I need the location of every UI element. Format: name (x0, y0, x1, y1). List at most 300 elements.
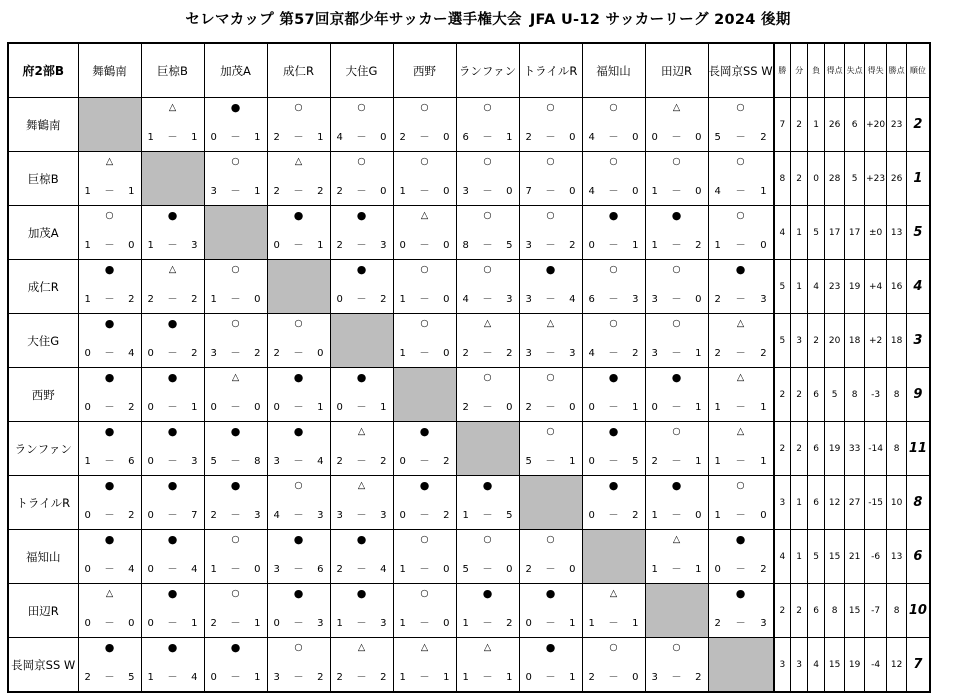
score-separator: － (293, 132, 304, 143)
draws-cell: 3 (791, 314, 808, 368)
score-separator: － (608, 186, 619, 197)
score-separator: － (167, 240, 178, 251)
match-score (457, 132, 519, 143)
match-score (268, 672, 330, 683)
score-separator: － (545, 132, 556, 143)
score-separator: － (293, 240, 304, 251)
result-mark: ○ (672, 318, 681, 329)
match-result-cell (393, 422, 456, 476)
score-separator: － (545, 618, 556, 629)
match-result-cell (330, 422, 393, 476)
goals-for: 2 (336, 240, 343, 251)
goal-difference-cell: -15 (865, 476, 887, 530)
goals-for: 2 (336, 672, 343, 683)
table-row (8, 98, 930, 152)
self-match-cell (204, 206, 267, 260)
match-score (394, 564, 456, 575)
match-score (520, 186, 582, 197)
goals-for: 1 (84, 294, 91, 305)
goals-against: 3 (380, 510, 387, 521)
goals-against: 5 (506, 510, 513, 521)
match-score (79, 564, 141, 575)
wins-cell: 3 (774, 476, 791, 530)
goals-against: 3 (760, 294, 767, 305)
goals-for: 1 (399, 186, 406, 197)
score-separator: － (482, 672, 493, 683)
points-cell: 13 (887, 206, 907, 260)
goal-difference-cell: +20 (865, 98, 887, 152)
score-separator: － (419, 186, 430, 197)
goals-for: 1 (651, 240, 658, 251)
goals-against: 2 (191, 294, 198, 305)
team-row-header: トライルR (8, 476, 78, 530)
result-mark: ○ (483, 534, 492, 545)
match-score (268, 132, 330, 143)
points-cell: 8 (887, 584, 907, 638)
losses-cell: 6 (808, 476, 825, 530)
draws-cell: 1 (791, 530, 808, 584)
goals-for: 0 (399, 240, 406, 251)
self-match-cell (330, 314, 393, 368)
result-mark: △ (357, 642, 366, 653)
goals-for: 2 (714, 348, 721, 359)
losses-cell: 2 (808, 314, 825, 368)
goals-against: 1 (760, 456, 767, 467)
team-column-header: 西野 (393, 43, 456, 98)
match-result-cell (141, 530, 204, 584)
match-score (646, 402, 708, 413)
goals-against: 3 (254, 510, 261, 521)
goals-for: 2 (273, 348, 280, 359)
goals-for: 0 (147, 348, 154, 359)
goals-for: 0 (147, 402, 154, 413)
match-result-cell (519, 368, 582, 422)
draws-cell: 2 (791, 368, 808, 422)
match-score (583, 456, 645, 467)
match-score (205, 348, 267, 359)
match-result-cell (330, 530, 393, 584)
goals-for: 4 (336, 132, 343, 143)
goals-for: 3 (273, 564, 280, 575)
goals-conceded-cell: 19 (845, 260, 865, 314)
match-result-cell (393, 260, 456, 314)
stat-column-header: 順位 (907, 43, 930, 98)
match-result-cell (204, 530, 267, 584)
goals-for: 5 (525, 456, 532, 467)
score-separator: － (608, 672, 619, 683)
match-result-cell (204, 152, 267, 206)
goals-for: 1 (651, 510, 658, 521)
score-separator: － (293, 402, 304, 413)
self-match-cell (141, 152, 204, 206)
table-row (8, 314, 930, 368)
match-result-cell (393, 314, 456, 368)
result-mark: △ (483, 318, 492, 329)
draws-cell: 2 (791, 98, 808, 152)
goals-against: 1 (506, 132, 513, 143)
goals-for: 2 (399, 132, 406, 143)
result-mark: ● (356, 587, 367, 600)
result-mark: ○ (231, 318, 240, 329)
goals-against: 1 (254, 186, 261, 197)
score-separator: － (419, 618, 430, 629)
match-result-cell (708, 584, 774, 638)
match-score (142, 348, 204, 359)
goals-for: 2 (714, 618, 721, 629)
score-separator: － (545, 186, 556, 197)
score-separator: － (545, 456, 556, 467)
score-separator: － (230, 672, 241, 683)
result-mark: ● (167, 425, 178, 438)
match-score (646, 294, 708, 305)
match-result-cell (519, 152, 582, 206)
match-result-cell (456, 476, 519, 530)
goals-against: 1 (317, 240, 324, 251)
team-column-header: 成仁R (267, 43, 330, 98)
match-score (331, 240, 393, 251)
match-score (394, 294, 456, 305)
match-score (709, 348, 773, 359)
stat-column-header: 勝 (774, 43, 791, 98)
goals-for: 2 (714, 294, 721, 305)
score-separator: － (671, 240, 682, 251)
match-result-cell (330, 638, 393, 693)
result-mark: ○ (546, 102, 555, 113)
points-cell: 18 (887, 314, 907, 368)
score-separator: － (230, 564, 241, 575)
goals-for: 0 (588, 510, 595, 521)
goals-against: 4 (191, 564, 198, 575)
score-separator: － (419, 132, 430, 143)
score-separator: － (671, 186, 682, 197)
match-result-cell (519, 98, 582, 152)
match-score (709, 564, 773, 575)
match-result-cell (267, 98, 330, 152)
goals-against: 4 (128, 348, 135, 359)
self-match-cell (519, 476, 582, 530)
match-score (520, 456, 582, 467)
goals-against: 2 (506, 348, 513, 359)
result-mark: ● (167, 371, 178, 384)
goals-conceded-cell: 19 (845, 638, 865, 693)
goals-against: 8 (254, 456, 261, 467)
match-result-cell (519, 422, 582, 476)
goals-conceded-cell: 5 (845, 152, 865, 206)
goals-scored-cell: 17 (825, 206, 845, 260)
score-separator: － (608, 618, 619, 629)
result-mark: ○ (420, 588, 429, 599)
goals-for: 0 (147, 456, 154, 467)
goal-difference-cell: -7 (865, 584, 887, 638)
goals-against: 0 (506, 564, 513, 575)
goals-for: 0 (651, 402, 658, 413)
team-column-header: ランファン (456, 43, 519, 98)
match-result-cell (708, 422, 774, 476)
losses-cell: 4 (808, 638, 825, 693)
match-score (457, 672, 519, 683)
goals-for: 1 (399, 672, 406, 683)
goals-against: 2 (380, 456, 387, 467)
result-mark: ● (293, 533, 304, 546)
match-score (457, 510, 519, 521)
score-separator: － (671, 294, 682, 305)
match-score (142, 402, 204, 413)
match-result-cell (519, 260, 582, 314)
match-score (331, 672, 393, 683)
match-result-cell (267, 206, 330, 260)
match-result-cell (519, 206, 582, 260)
match-result-cell (267, 476, 330, 530)
points-cell: 23 (887, 98, 907, 152)
match-score (583, 240, 645, 251)
goals-against: 0 (695, 294, 702, 305)
goals-scored-cell: 20 (825, 314, 845, 368)
goals-against: 0 (695, 132, 702, 143)
match-score (394, 348, 456, 359)
match-score (268, 186, 330, 197)
score-separator: － (419, 672, 430, 683)
match-result-cell (582, 206, 645, 260)
result-mark: ○ (609, 156, 618, 167)
score-separator: － (735, 402, 746, 413)
team-column-header: 田辺R (645, 43, 708, 98)
goals-against: 0 (128, 240, 135, 251)
goals-against: 5 (632, 456, 639, 467)
self-match-cell (393, 368, 456, 422)
score-separator: － (104, 672, 115, 683)
score-separator: － (482, 402, 493, 413)
rank-cell: 4 (907, 260, 930, 314)
score-separator: － (356, 564, 367, 575)
match-score (457, 240, 519, 251)
goals-for: 3 (210, 348, 217, 359)
goals-scored-cell: 8 (825, 584, 845, 638)
goals-for: 1 (462, 672, 469, 683)
result-mark: ○ (420, 318, 429, 329)
match-score (583, 294, 645, 305)
score-separator: － (482, 618, 493, 629)
goals-against: 3 (317, 618, 324, 629)
match-score (331, 186, 393, 197)
match-result-cell (456, 152, 519, 206)
goals-against: 1 (443, 672, 450, 683)
goals-against: 2 (632, 348, 639, 359)
score-separator: － (293, 618, 304, 629)
result-mark: ○ (105, 210, 114, 221)
team-row-header: 舞鶴南 (8, 98, 78, 152)
goals-against: 2 (760, 348, 767, 359)
match-result-cell (267, 638, 330, 693)
match-score (79, 672, 141, 683)
score-separator: － (482, 510, 493, 521)
match-result-cell (267, 422, 330, 476)
result-mark: ● (104, 641, 115, 654)
goals-for: 1 (651, 186, 658, 197)
team-row-header: 長岡京SS W (8, 638, 78, 693)
goals-against: 3 (191, 456, 198, 467)
goals-for: 1 (399, 564, 406, 575)
match-score (268, 618, 330, 629)
score-separator: － (230, 456, 241, 467)
wins-cell: 3 (774, 638, 791, 693)
goals-against: 1 (569, 618, 576, 629)
match-score (646, 564, 708, 575)
match-score (583, 618, 645, 629)
match-result-cell (519, 584, 582, 638)
match-score (520, 294, 582, 305)
match-result-cell (267, 530, 330, 584)
match-result-cell (141, 98, 204, 152)
score-separator: － (735, 132, 746, 143)
goals-against: 2 (632, 510, 639, 521)
match-score (79, 294, 141, 305)
table-row (8, 206, 930, 260)
score-separator: － (104, 564, 115, 575)
result-mark: ● (230, 479, 241, 492)
match-result-cell (708, 152, 774, 206)
match-result-cell (78, 476, 141, 530)
draws-cell: 2 (791, 584, 808, 638)
goals-against: 0 (254, 294, 261, 305)
result-mark: ○ (609, 264, 618, 275)
goals-for: 1 (84, 456, 91, 467)
league-table (7, 42, 931, 693)
goals-for: 5 (714, 132, 721, 143)
points-cell: 10 (887, 476, 907, 530)
goals-against: 0 (443, 186, 450, 197)
goals-conceded-cell: 21 (845, 530, 865, 584)
match-result-cell (519, 530, 582, 584)
goals-for: 0 (651, 132, 658, 143)
score-separator: － (104, 510, 115, 521)
team-row-header: 成仁R (8, 260, 78, 314)
match-score (457, 186, 519, 197)
result-mark: ○ (736, 210, 745, 221)
goals-conceded-cell: 33 (845, 422, 865, 476)
match-score (142, 294, 204, 305)
goals-against: 1 (632, 402, 639, 413)
score-separator: － (608, 456, 619, 467)
match-result-cell (141, 584, 204, 638)
goals-against: 2 (317, 672, 324, 683)
result-mark: ● (671, 371, 682, 384)
match-score (709, 618, 773, 629)
goals-against: 4 (191, 672, 198, 683)
goals-against: 0 (569, 564, 576, 575)
match-score (457, 348, 519, 359)
match-score (142, 456, 204, 467)
match-score (331, 456, 393, 467)
losses-cell: 6 (808, 422, 825, 476)
result-mark: ● (230, 101, 241, 114)
match-score (520, 240, 582, 251)
match-result-cell (456, 206, 519, 260)
result-mark: △ (672, 102, 681, 113)
goals-against: 2 (506, 618, 513, 629)
goals-against: 2 (760, 564, 767, 575)
match-result-cell (204, 368, 267, 422)
goals-for: 3 (651, 348, 658, 359)
points-cell: 12 (887, 638, 907, 693)
result-mark: △ (736, 372, 745, 383)
result-mark: ○ (736, 102, 745, 113)
score-separator: － (735, 564, 746, 575)
goals-against: 0 (380, 132, 387, 143)
result-mark: △ (483, 642, 492, 653)
result-mark: ○ (483, 210, 492, 221)
match-score (457, 618, 519, 629)
points-cell: 8 (887, 422, 907, 476)
goals-for: 0 (210, 672, 217, 683)
goals-against: 2 (380, 672, 387, 683)
result-mark: ○ (294, 642, 303, 653)
goals-for: 1 (714, 510, 721, 521)
match-result-cell (456, 530, 519, 584)
goals-for: 3 (273, 456, 280, 467)
goals-conceded-cell: 17 (845, 206, 865, 260)
result-mark: ○ (420, 534, 429, 545)
result-mark: ● (545, 263, 556, 276)
result-mark: ● (608, 371, 619, 384)
match-score (646, 672, 708, 683)
goals-for: 3 (525, 294, 532, 305)
table-row (8, 260, 930, 314)
goals-against: 0 (760, 510, 767, 521)
match-result-cell (267, 368, 330, 422)
result-mark: ● (167, 317, 178, 330)
goals-against: 0 (632, 186, 639, 197)
score-separator: － (735, 186, 746, 197)
match-score (79, 186, 141, 197)
result-mark: ● (167, 209, 178, 222)
match-score (709, 186, 773, 197)
score-separator: － (356, 618, 367, 629)
match-score (142, 564, 204, 575)
goals-against: 0 (632, 132, 639, 143)
goals-against: 1 (632, 618, 639, 629)
rank-cell: 6 (907, 530, 930, 584)
goals-for: 1 (336, 618, 343, 629)
goals-for: 1 (588, 618, 595, 629)
goals-against: 2 (760, 132, 767, 143)
match-score (646, 510, 708, 521)
match-score (205, 294, 267, 305)
result-mark: ○ (231, 534, 240, 545)
goals-against: 6 (128, 456, 135, 467)
match-score (331, 132, 393, 143)
score-separator: － (545, 294, 556, 305)
score-separator: － (230, 510, 241, 521)
result-mark: ○ (672, 264, 681, 275)
match-result-cell (582, 260, 645, 314)
result-mark: ○ (672, 156, 681, 167)
match-score (394, 132, 456, 143)
table-row (8, 422, 930, 476)
goals-for: 1 (714, 456, 721, 467)
score-separator: － (104, 240, 115, 251)
match-score (142, 672, 204, 683)
goals-scored-cell: 12 (825, 476, 845, 530)
goals-against: 0 (695, 186, 702, 197)
match-result-cell (456, 584, 519, 638)
score-separator: － (167, 510, 178, 521)
goals-against: 5 (128, 672, 135, 683)
score-separator: － (167, 402, 178, 413)
match-result-cell (78, 260, 141, 314)
goals-against: 3 (760, 618, 767, 629)
match-score (79, 510, 141, 521)
score-separator: － (230, 294, 241, 305)
